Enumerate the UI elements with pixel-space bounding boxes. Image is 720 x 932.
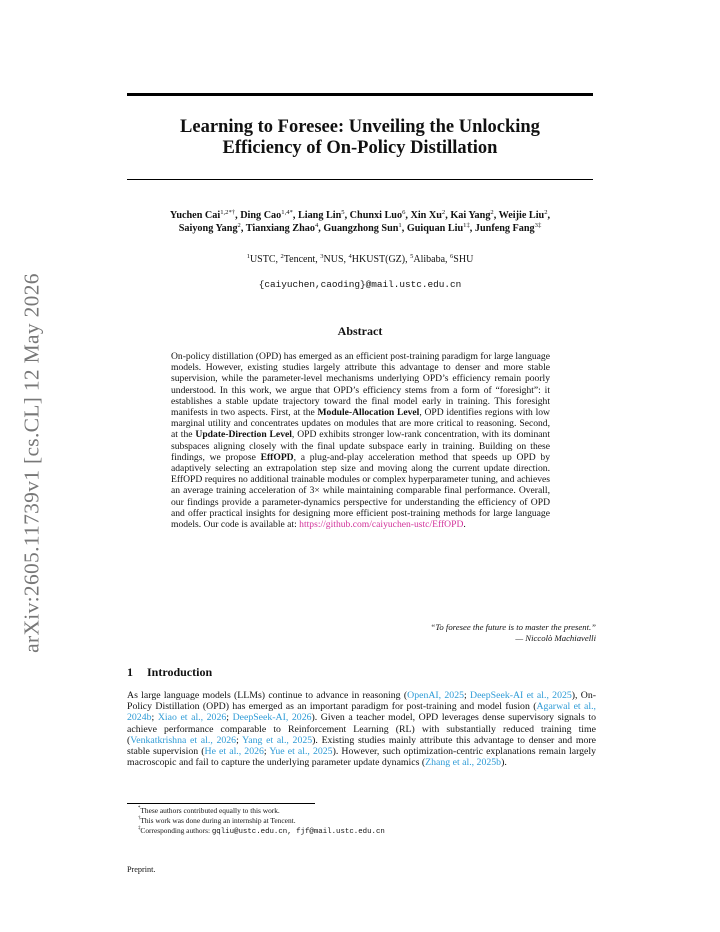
intro-text: ; (464, 690, 470, 701)
author: Junfeng Fang (474, 222, 535, 234)
footnote (138, 816, 385, 826)
affil-num: 3 (320, 253, 324, 260)
intro-text: ). Given a teacher model, OPD leverages dense supervisory signals to achieve performance comparable to Reinforcement Learning (RL) with substantially reduced training time ( (127, 712, 597, 746)
abstract-bold: Update-Direction Level (195, 429, 292, 441)
code-link[interactable]: https://github.com/caiyuchen-ustc/EffOPD (299, 519, 464, 531)
affil-num: 6 (450, 253, 454, 260)
author-marks: 1 (398, 221, 402, 229)
footnote-text: These authors contributed equally to this work. (140, 806, 280, 815)
author: Weijie Liu (498, 210, 545, 221)
intro-text: ; (236, 734, 243, 746)
citation-link[interactable]: Zhang et al., 2025b (425, 757, 502, 769)
author-marks: 3‡ (534, 221, 542, 229)
section-number: 1 (127, 665, 133, 679)
affil-name: NUS (323, 254, 344, 265)
affil-num: 2 (280, 253, 284, 260)
citation-link[interactable]: Yue et al., 2025 (269, 746, 333, 758)
intro-text: ). However, such optimization-centric explanations remain largely macroscopic and fail to capture the underlying parameter update dynamics ( (127, 746, 597, 769)
preprint-label: Preprint. (127, 865, 156, 874)
footnote-text: This work was done during an internship at Tencent. (140, 816, 296, 825)
intro-text: ). (501, 757, 507, 769)
abstract-text: , OPD identifies regions with low marginal utility and concentrates updates on modules that are more critical to reasoning. Second, at the (171, 407, 550, 441)
author-marks: 6 (402, 209, 406, 216)
affil-name: USTC (249, 254, 276, 265)
author: Guangzhong Sun (323, 222, 399, 234)
abstract-bold: Module-Allocation Level (317, 407, 420, 419)
author-marks: 1,4* (281, 209, 293, 216)
title-top-rule (127, 93, 593, 96)
author: Saiyong Yang (178, 222, 238, 234)
abstract-text: , OPD exhibits stronger low-rank concentration, with its dominant subspaces aligning closely with the final update subspace early in training. Building on these findings, we propose (171, 429, 550, 463)
author: Tianxiang Zhao (245, 222, 315, 234)
footnote-emails: gqliu@ustc.edu.cn, fjf@mail.ustc.edu.cn (211, 828, 385, 836)
citation-link[interactable]: DeepSeek-AI et al., 2025 (470, 690, 572, 701)
author-marks: 2 (490, 209, 494, 216)
author-marks: 1,2*† (220, 209, 236, 216)
affiliations: $^1$USTC, $^2$Tencent, $^3$NUS, $^4$HKUST(GZ), $^5$Alibaba, $^6$SHU (246, 253, 474, 265)
abstract-body (171, 351, 550, 530)
epigraph-text: “To foresee the future is to master the present.” (430, 622, 596, 632)
citation-link[interactable]: DeepSeek-AI, 2026 (232, 712, 312, 724)
affil-num: 5 (410, 253, 414, 260)
intro-text: ). Existing studies mainly attribute this advantage to denser and more stable supervision ( (127, 734, 596, 758)
author: Xin Xu (410, 210, 442, 221)
abstract-text: . (463, 519, 466, 531)
affil-num: 4 (348, 253, 352, 260)
citation-link[interactable]: Agarwal et al., 2024b (127, 701, 597, 724)
footnote (138, 806, 385, 816)
citation-link[interactable]: He et al., 2026 (204, 746, 264, 758)
author-marks: 2 (544, 209, 548, 216)
author-list (127, 210, 593, 235)
arxiv-identifier: arXiv:2605.11739v1 [cs.CL] 12 May 2026 (19, 273, 44, 653)
author: Kai Yang (450, 210, 491, 221)
citation-link[interactable]: Yang et al., 2025 (242, 734, 313, 746)
abstract-bold: EffOPD (260, 451, 294, 463)
footnote-mark: ‡ (138, 826, 141, 831)
section-title: Introduction (147, 665, 213, 679)
footnote-mark: † (138, 816, 141, 821)
contact-email: {caiyuchen,caoding}@mail.ustc.edu.cn (258, 279, 462, 290)
author: Guiquan Liu (406, 222, 464, 234)
footnote-text: Corresponding authors: (140, 826, 212, 835)
footnote-rule (127, 803, 315, 804)
author-marks: 4 (314, 221, 319, 229)
affil-num: 1 (246, 253, 250, 260)
intro-text: ; (226, 712, 233, 724)
title-bottom-rule (127, 179, 593, 180)
intro-text: As large language models (LLMs) continue to advance in reasoning ( (127, 690, 408, 701)
author: Yuchen Cai (169, 210, 221, 221)
abstract-text: , a plug-and-play acceleration method that speeds up OPD by adaptively selecting an extrapolation step size and moving along the current update direction. EffOPD requires no additional trainable modules or complex hyperparameter tuning, and achieves an average training acceleration of 3× while maintaining comparable final performance. Overall, our findings provide a parameter-dynamics perspective for understanding the efficiency of OPD and offer practical insights for designing more efficient post-training methods for large language models. Our code is available at: (171, 451, 550, 531)
author: Liang Lin (297, 210, 342, 221)
affil-name: SHU (453, 254, 474, 265)
intro-paragraph (127, 690, 596, 768)
section-heading (127, 665, 212, 680)
author-marks: 1‡ (463, 221, 470, 229)
affil-name: Alibaba (413, 254, 446, 265)
author-marks: 5 (341, 209, 345, 216)
affil-name: Tencent (283, 254, 316, 265)
title-line-2: Efficiency of On-Policy Distillation (222, 138, 498, 158)
intro-text: ; (151, 712, 158, 724)
author: Chunxi Luo (349, 210, 403, 221)
footnote (138, 826, 385, 837)
affil-name: HKUST(GZ) (351, 254, 406, 265)
author-line-1: Yuchen Cai$^{1,2*\dagger}$, Ding Cao$^{1,4*}$, Liang Lin$^5$, Chunxi Luo$^6$, Xin Xu$^2$, Kai Yang$^2$, Weijie Liu$^2$, (169, 209, 551, 221)
citation-link[interactable]: Xiao et al., 2026 (157, 712, 227, 724)
title-line-1: Learning to Foresee: Unveiling the Unlocking (180, 117, 540, 137)
author-marks: 2 (237, 221, 241, 229)
citation-link[interactable]: Venkatkrishna et al., 2026 (130, 734, 237, 746)
epigraph (300, 622, 596, 643)
paper-title (127, 117, 593, 159)
intro-text: ; (263, 746, 270, 758)
intro-text: ), On-Policy Distillation (OPD) has emerged as an important paradigm for post-training and model fusion ( (127, 690, 597, 713)
author: Ding Cao (240, 210, 282, 221)
author-marks: 2 (441, 209, 446, 216)
footnotes (138, 806, 385, 837)
citation-link[interactable]: OpenAI, 2025 (407, 690, 464, 701)
abstract-text: On-policy distillation (OPD) has emerged as an efficient post-training paradigm for large language models. However, existing studies largely attribute this advantage to denser and more stable supervision, while the parameter-level mechanisms underlying OPD’s efficiency remain poorly understood. In this work, we argue that OPD’s efficiency stems from a form of “foresight”: it establishes a stable update trajectory toward the final model early in training. This foresight manifests in two aspects. First, at the (171, 351, 550, 419)
epigraph-author: — Niccolò Machiavelli (515, 632, 596, 643)
footnote-mark: * (138, 806, 141, 811)
abstract-heading: Abstract (337, 324, 383, 338)
author-line-2: Saiyong Yang$^2$, Tianxiang Zhao$^4$, Guangzhong Sun$^1$, Guiquan Liu$^{1\ddagger}$, Junfeng Fang$^{3\ddagger}$ (178, 221, 542, 234)
